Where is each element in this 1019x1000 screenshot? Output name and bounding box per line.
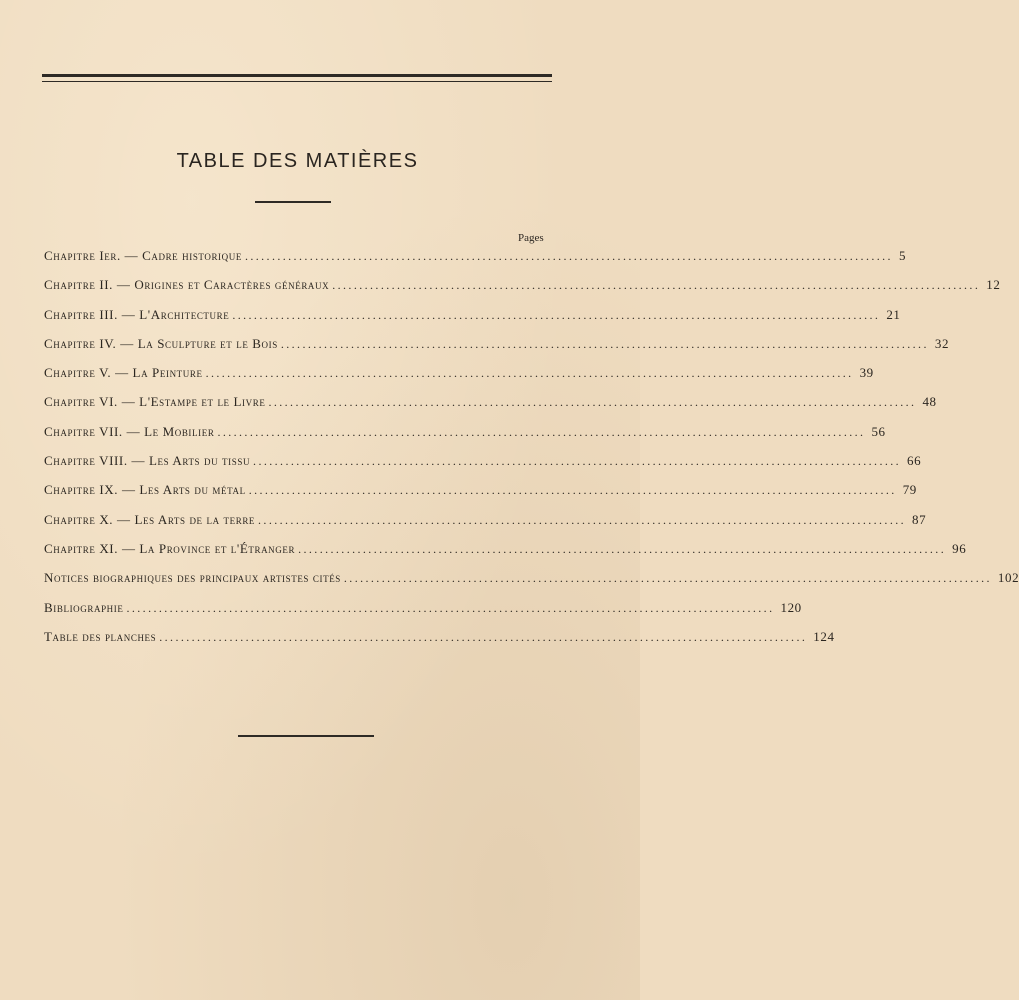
toc-entry-page: 12 bbox=[986, 277, 1001, 293]
toc-entry-label: Chapitre XI. — La Province et l'Étranger bbox=[44, 540, 296, 556]
toc-entry bbox=[44, 248, 907, 277]
leader-dots: ........................................................................................................................ bbox=[332, 278, 981, 293]
toc-entry-label: Bibliographie bbox=[44, 599, 124, 615]
toc-entry-label: Notices biographiques des principaux artistes cités bbox=[44, 570, 341, 586]
bottom-rule bbox=[238, 735, 374, 737]
toc-entry-page: 66 bbox=[907, 453, 922, 469]
toc-entry-label: Chapitre III. — L'Architecture bbox=[44, 306, 230, 322]
leader-dots: ........................................................................................................................ bbox=[280, 336, 929, 351]
leader-dots: ........................................................................................................................ bbox=[159, 629, 808, 644]
toc-entry-label: Chapitre V. — La Peinture bbox=[44, 365, 203, 381]
leader-dots: ........................................................................................................................ bbox=[258, 512, 907, 527]
toc-entry-label: Chapitre Ier. — Cadre historique bbox=[44, 248, 242, 263]
toc-entry-label: Chapitre II. — Origines et Caractères généraux bbox=[44, 277, 330, 293]
pages-column-label: Pages bbox=[518, 232, 544, 244]
toc-entry-page: 56 bbox=[871, 423, 886, 439]
toc-entry bbox=[44, 540, 967, 570]
leader-dots: ........................................................................................................................ bbox=[268, 395, 917, 410]
page-title: TABLE DES MATIÈRES bbox=[176, 150, 419, 172]
toc-entry bbox=[44, 306, 901, 336]
toc-entry bbox=[44, 599, 802, 629]
table-of-contents bbox=[44, 248, 1019, 658]
leader-dots: ........................................................................................................................ bbox=[253, 454, 902, 469]
toc-entry-page: 124 bbox=[813, 628, 835, 644]
toc-entry bbox=[44, 365, 874, 394]
leader-dots: ........................................................................................................................ bbox=[248, 483, 897, 498]
leader-dots: ........................................................................................................................ bbox=[126, 600, 775, 615]
toc-entry bbox=[44, 277, 1001, 306]
toc-entry bbox=[44, 570, 1019, 599]
top-thick-rule bbox=[42, 74, 552, 77]
toc-entry-page: 79 bbox=[902, 482, 917, 498]
leader-dots: ........................................................................................................................ bbox=[343, 571, 992, 586]
toc-entry-label: Table des planches bbox=[44, 628, 157, 644]
toc-entry-page: 32 bbox=[934, 335, 950, 351]
leader-dots: ........................................................................................................................ bbox=[298, 541, 947, 556]
toc-entry-page: 120 bbox=[780, 599, 802, 615]
top-thin-rule bbox=[42, 81, 552, 82]
title-underline-rule bbox=[255, 201, 331, 203]
toc-entry bbox=[44, 482, 917, 511]
toc-entry-label: Chapitre VIII. — Les Arts du tissu bbox=[44, 453, 251, 469]
toc-entry-label: Chapitre IV. — La Sculpture et le Bois bbox=[44, 335, 278, 351]
toc-entry-page: 102 bbox=[997, 570, 1019, 586]
toc-entry bbox=[44, 335, 950, 365]
toc-entry-page: 5 bbox=[898, 248, 907, 263]
leader-dots: ........................................................................................................................ bbox=[205, 366, 854, 381]
toc-entry-page: 39 bbox=[859, 365, 874, 381]
toc-entry-label: Chapitre IX. — Les Arts du métal bbox=[44, 482, 246, 498]
toc-entry-label: Chapitre X. — Les Arts de la terre bbox=[44, 511, 256, 527]
leader-dots: ........................................................................................................................ bbox=[232, 307, 881, 322]
toc-entry-page: 87 bbox=[912, 511, 927, 527]
toc-entry bbox=[44, 423, 886, 453]
leader-dots: ........................................................................................................................ bbox=[217, 424, 866, 439]
toc-entry bbox=[44, 453, 922, 482]
leader-dots: ........................................................................................................................ bbox=[244, 249, 893, 263]
toc-entry-page: 21 bbox=[886, 306, 901, 322]
toc-entry-page: 96 bbox=[952, 540, 967, 556]
toc-entry bbox=[44, 628, 835, 658]
toc-entry-label: Chapitre VII. — Le Mobilier bbox=[44, 423, 215, 439]
toc-entry-page: 48 bbox=[922, 394, 937, 410]
toc-entry bbox=[44, 394, 937, 423]
toc-entry-label: Chapitre VI. — L'Estampe et le Livre bbox=[44, 394, 266, 410]
toc-entry bbox=[44, 511, 927, 541]
